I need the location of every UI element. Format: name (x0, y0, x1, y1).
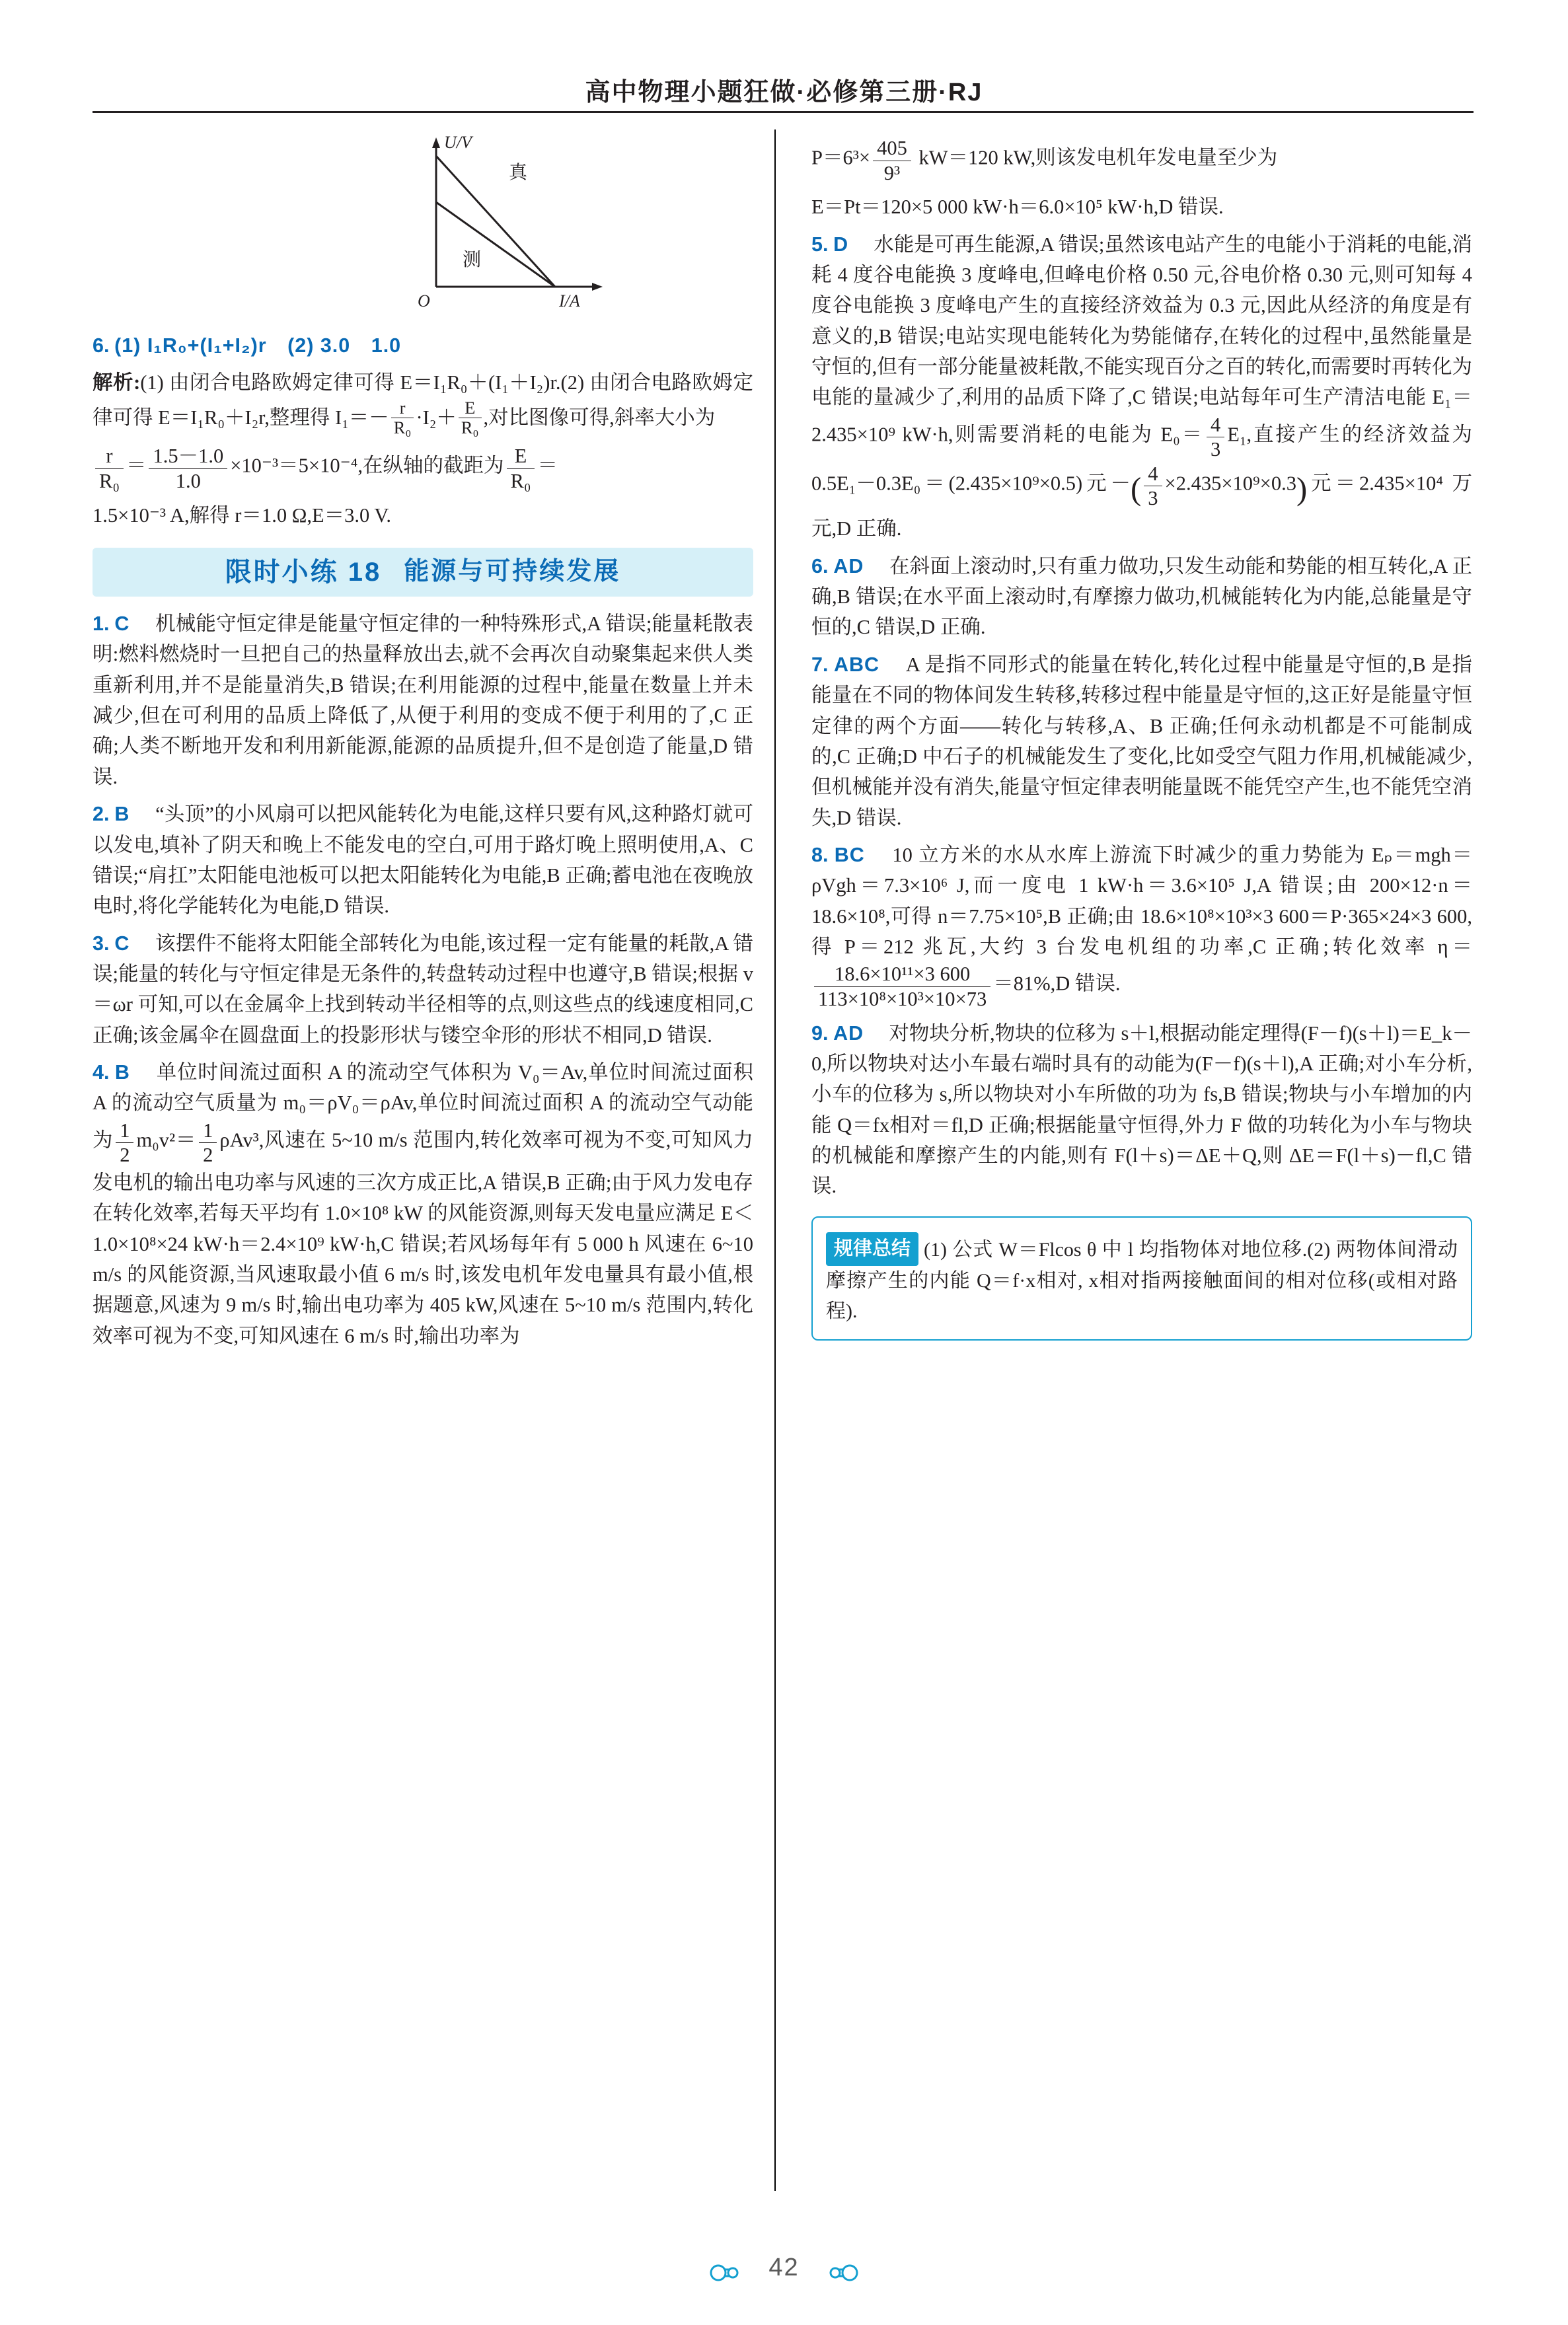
q6-math-line-3: 1.5×10⁻³ A,解得 r＝1.0 Ω,E＝3.0 V. (93, 503, 392, 527)
item-5-number: 5. (811, 233, 829, 256)
item-3-answer: C (114, 932, 130, 955)
item-4-frac-b: $\frac{1}{2}$ (199, 1119, 217, 1167)
q6-frac-right: $\frac{1.5-1.0}{1.0}$ (149, 444, 227, 493)
header-divider (93, 111, 1474, 113)
page-number: 42 (768, 2253, 800, 2281)
svg-text:测: 测 (463, 250, 482, 270)
item-5-frac-2: $\frac{4}{3}$ (1144, 462, 1162, 511)
q4-cont-pre: P＝6³× (811, 146, 871, 169)
item-8-text-1: 10 立方米的水从水库上游流下时减少的重力势能为 Eₚ＝mgh＝ρVgh＝7.3×10⁶ J,而一度电 1 kW·h＝3.6×10⁵ J,A 错误;由 200×12·n＝18.6×10⁸,可得 n＝7.75×10⁵,B 正确;由 18.6×10⁸×10³×3 600＝P·365×24×3 600,得 P＝212 兆瓦,大约 3 台发电机组的功率,C 正确;转化效率 η＝ (811, 843, 1473, 959)
right-item-5 (811, 229, 1472, 544)
item-4-mid-b: ρAv³,风速在 5~10 m/s 范围内,转化效率可视为不变,可知风力发电机的输出电功率与风速的三次方成正比,A 错误,B 正确;由于风力发电存在转化效率,若每天平均有 1.0×10⁸ kW 的风能资源,则每天发电量应满足 E＜1.0×10⁸×24 kW·h＝2.4×10⁹ kW·h,C 错误;若风场每年有 5 000 h 风速在 6~10 m/s 的风能资源,当风速取最小值 6 m/s 时,该发电机年发电量具有最小值,根据题意,风速为 9 m/s 时,输出电功率为 405 kW,风速在 5~10 m/s 范围内,转化效率可视为不变,可知风速在 6 m/s 时,输出功率为 (93, 1128, 753, 1347)
item-1-number: 1. (93, 612, 110, 636)
item-8-text-2: ＝81%,D 错误. (993, 973, 1121, 996)
q6-solution-text-2: ·I₂＋ (416, 406, 457, 429)
item-8-answer: BC (834, 843, 865, 866)
q6-eq: ＝ (126, 455, 147, 478)
column-divider (774, 129, 776, 2191)
q6-math-line-2 (93, 444, 753, 493)
item-4-text-a: 单位时间流过面积 A 的流动空气体积为 V₀＝Av,单位时间流过面积 A 的流动空气质量为 m₀＝ρV₀＝ρAv,单位时间流过面积 A 的流动空气动能为 (93, 1061, 753, 1152)
section-title: 限时小练 18 (225, 557, 382, 587)
q6-frac-left: $\frac{r}{\text{R₀}}$ (95, 444, 124, 493)
item-7-text: A 是指不同形式的能量在转化,转化过程中能量是守恒的,B 是指能量在不同的物体间发生转移,转移过程中能量是守恒的,这正好是能量守恒定律的两个方面——转化与转移,A、B 正确;任何永动机都是不可能制成的,C 正确;D 中石子的机械能发生了变化,比如受空气阻力作用,机械能减少,但机械能并没有消失,能量守恒定律表明能量既不能凭空产生,也不能凭空消失,D 错误. (811, 653, 1473, 829)
q6-solution-text-1: (1) 由闭合电路欧姆定律可得 E＝I₁R₀＋(I₁＋I₂)r.(2) 由闭合电路欧姆定律可得 E＝I₁R₀＋I₂r,整理得 I₁＝－ (93, 371, 753, 429)
item-3-number: 3. (93, 932, 110, 955)
item-9-answer: AD (833, 1021, 864, 1045)
item-8-frac: $\frac{\text{18.6×10¹¹×3 600}}{\text{113×10⁸×10³×10×73}}$ (814, 962, 990, 1011)
item-4-mid-a: m₀v²＝ (136, 1128, 197, 1152)
q6-number: 6. (93, 334, 110, 357)
item-9-text: 对物块分析,物块的位移为 s＋l,根据动能定理得(F－f)(s＋l)＝E_k－0,所以物块对达小车最右端时具有的动能为(F－f)(s＋l),A 正确;对小车分析,小车的位移为 s,所以物块对小车所做的功为 fs,B 错误;物块与小车增加的内能 Q＝fx相对＝fl,D 正确;根据能量守恒得,外力 F 做的功转化为小车与物块的机械能和摩擦产生的内能,则有 F(l＋s)＝ΔE＋Q,则 ΔE＝F(l＋s)－fl,C 错误. (811, 1021, 1473, 1198)
right-item-8 (811, 840, 1472, 1012)
item-5-text-4: 元＝2.435×10⁴ 万元,D 正确. (811, 472, 1472, 540)
q6-line2-tail: ×10⁻³＝5×10⁻⁴,在纵轴的截距为 (230, 455, 504, 478)
q6-answer-line (93, 330, 753, 361)
item-9-number: 9. (811, 1021, 829, 1045)
q6-solution-text-3: ,对比图像可得,斜率大小为 (483, 406, 716, 429)
item-1-text: 机械能守恒定律是能量守恒定律的一种特殊形式,A 错误;能量耗散表明:燃料燃烧时一旦把自己的热量释放出去,就不会再次自动聚集起来供人类重新利用,并不是能量消失,B 错误;在利用能源的过程中,能量在数量上并未减少,但在可利用的品质上降低了,从便于利用的变成不便于利用的了,C 正确;人类不断地开发和利用新能源,能源的品质提升,但不是创造了能量,D 错误. (93, 612, 753, 788)
right-item-6 (811, 551, 1472, 643)
section-banner (93, 548, 753, 597)
left-ornament-icon (708, 2262, 747, 2284)
right-column (811, 129, 1472, 1341)
page-header: 高中物理小题狂做·必修第三册·RJ (585, 79, 983, 106)
item-3-text: 该摆件不能将太阳能全部转化为电能,该过程一定有能量的耗散,A 错误;能量的转化与守恒定律是无条件的,转盘转动过程中也遵守,B 错误;根据 v＝ωr 可知,可以在金属伞上找到转动半径相等的点,则这些点的线速度相同,C 正确;该金属伞在圆盘面上的投影形状与镂空伞形的形状不相同,D 错误. (93, 932, 754, 1047)
q6-answer: (1) I₁R₀+(I₁+I₂)r (2) 3.0 1.0 (114, 334, 402, 357)
item-5-answer: D (833, 233, 849, 256)
u-i-graph-svg (93, 129, 753, 328)
item-6-number: 6. (811, 554, 829, 577)
q6-frac-1: $\frac{r}{\text{R₀}}$ (391, 398, 414, 438)
item-5-text-1: 水能是可再生能源,A 错误;虽然该电站产生的电能小于消耗的电能,消耗 4 度谷电能换 3 度峰电,但峰电价格 0.50 元,谷电价格 0.30 元,则可知每 4 度谷电能换 3 度峰电产生的直接经济效益为 0.3 元,因此从经济的角度是有意义的,B 错误;电站实现电能转化为势能储存,在转化的过程中,虽然能量是守恒的,但有一部分能量被耗散,不能实现百分之百的转化,而需要时再转化为电能的量减少了,利用的品质下降了,C 错误;电站每年可生产清洁电能 E₁＝2.435×10⁹ kW·h,则需要消耗的电能为 E₀＝ (811, 233, 1473, 446)
svg-text:真: 真 (509, 163, 528, 183)
left-item-4 (93, 1057, 753, 1351)
item-4-number: 4. (93, 1061, 110, 1084)
summary-tag: 规律总结 (826, 1232, 918, 1266)
item-7-number: 7. (811, 653, 829, 676)
svg-text:O: O (418, 291, 430, 311)
item-2-answer: B (114, 803, 130, 826)
q6-solution (93, 367, 753, 437)
right-item-9 (811, 1018, 1472, 1202)
q4-cont-post: kW＝120 kW,则该发电机年发电量至少为 (913, 146, 1278, 169)
item-6-text: 在斜面上滚动时,只有重力做功,只发生动能和势能的相互转化,A 正确,B 错误;在水平面上滚动时,有摩擦力做功,机械能转化为内能,总能量是守恒的,C 错误,D 正确. (811, 554, 1473, 639)
svg-text:U/V: U/V (444, 133, 472, 152)
item-2-text: “头顶”的小风扇可以把风能转化为电能,这样只要有风,这种路灯就可以发电,填补了阴天和晚上不能发电的空白,可用于路灯晚上照明使用,A、C 错误;“肩扛”太阳能电池板可以把太阳能转化为电能,B 正确;蓄电池在夜晚放电时,将化学能转化为电能,D 错误. (93, 803, 754, 918)
q4-cont-frac: $\frac{405}{\text{9³}}$ (873, 136, 911, 185)
left-item-3 (93, 928, 753, 1051)
item-2-number: 2. (93, 803, 110, 826)
section-subtitle: 能源与可持续发展 (404, 558, 621, 586)
left-item-1 (93, 609, 753, 792)
solution-label: 解析: (93, 371, 141, 394)
item-4-frac-a: $\frac{1}{2}$ (116, 1119, 133, 1167)
graph-figure (93, 129, 753, 328)
item-7-answer: ABC (833, 653, 880, 676)
q6-frac-3: $\frac{E}{\text{R₀}}$ (507, 444, 535, 493)
item-5-paren-close: ) (1296, 471, 1308, 507)
left-column (93, 129, 753, 1358)
item-4-answer: B (114, 1061, 130, 1084)
item-5-text-3: ×2.435×10⁹×0.3 (1164, 472, 1297, 495)
svg-text:I/A: I/A (559, 291, 580, 311)
item-8-number: 8. (811, 843, 829, 866)
summary-text-1: (1) 公式 W＝Flcos θ 中 l 均指物体对地位移.(2) 两物体间滑动摩擦产生的内能 Q＝f·x相对, (826, 1238, 1458, 1292)
right-ornament-icon (821, 2262, 860, 2284)
page-footer (0, 2254, 1568, 2284)
item-5-frac-1: $\frac{4}{3}$ (1207, 413, 1224, 462)
summary-text-2: x相对指两接触面间的相对位移(或相对路程). (826, 1269, 1458, 1323)
left-item-2 (93, 799, 753, 921)
item-6-answer: AD (833, 554, 864, 577)
item-5-text-2: E₁,直接产生的经济效益为 0.5E₁－0.3E₀＝(2.435×10⁹×0.5)元－ (811, 423, 1473, 495)
q6-frac-2: $\frac{E}{\text{R₀}}$ (459, 398, 482, 438)
right-item-7 (811, 649, 1472, 833)
item-1-answer: C (114, 612, 130, 636)
q6-line2-end: ＝ (537, 455, 558, 478)
summary-box (811, 1216, 1472, 1341)
q4-continued-line-1 (811, 136, 1472, 185)
item-5-paren-open: ( (1131, 471, 1142, 507)
q4-continued-line-2: E＝Pt＝120×5 000 kW·h＝6.0×10⁵ kW·h,D 错误. (811, 196, 1224, 219)
